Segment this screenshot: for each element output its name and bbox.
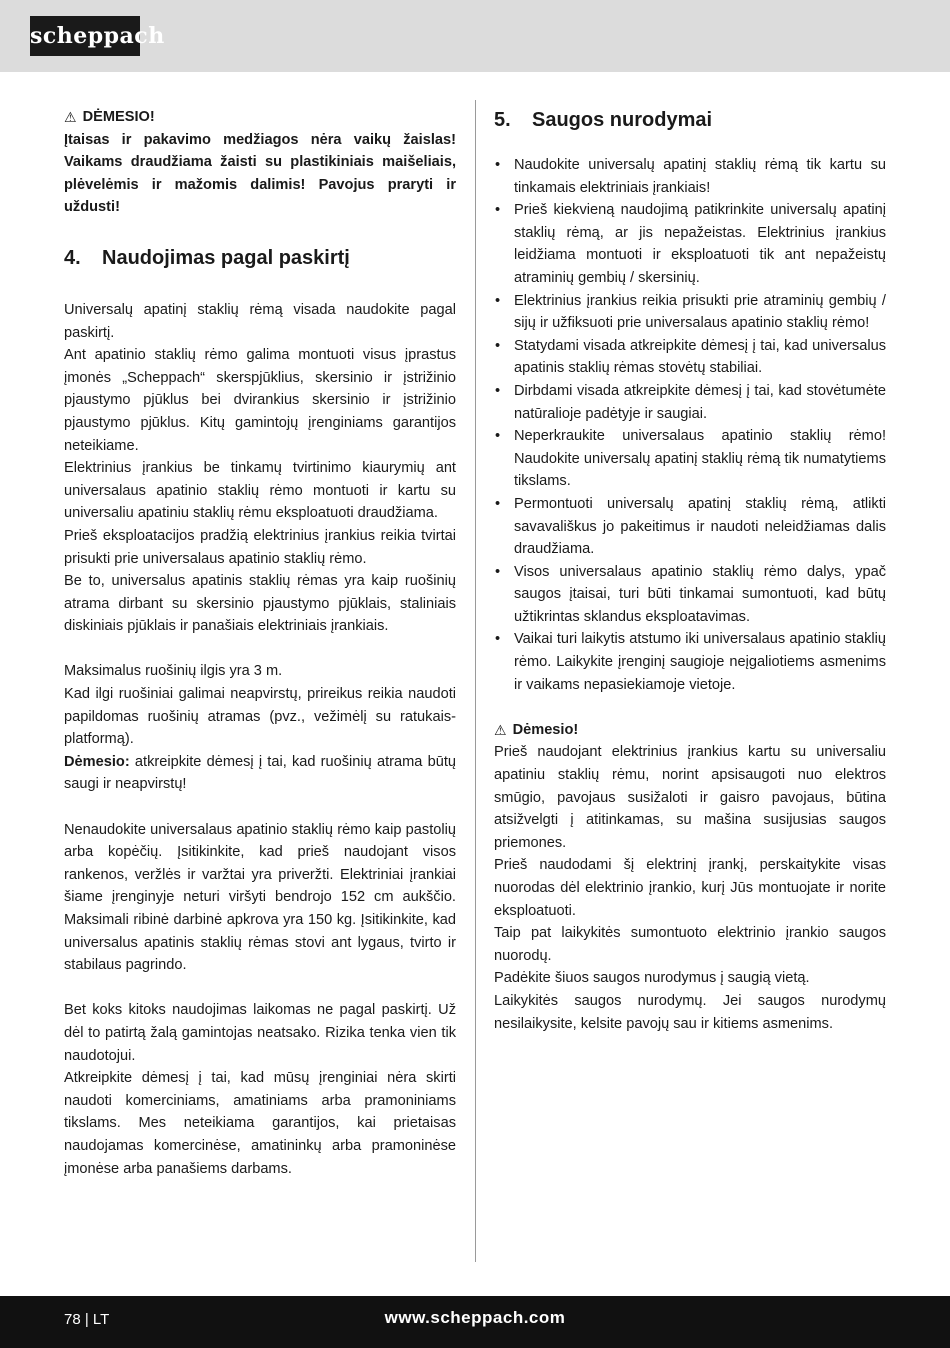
warning-title: Dėmesio!: [512, 721, 579, 738]
paragraph: Prieš eksploatacijos pradžią elektrinius įrankius reikia tvirtai prisukti prie universalaus apatinio staklių rėmo.: [64, 527, 456, 567]
warning-heading: [64, 106, 456, 129]
paragraph: Nenaudokite universalaus apatinio staklių rėmo kaip pastolių arba kopėčių. Įsitikinkite, kad prieš naudojant visos rankenos, veržlės ir varžtai yra priveržti. Elektriniai įrankiai šiame įrenginyje neturi viršyti bendrojo 152 cm aukščio. Maksimali ribinė darbinė apkrova yra 150 kg. Įsitikinkite, kad universalus apatinis staklių rėmas stovi ant lygaus, tvirto ir stabilaus pagrindo.: [64, 821, 456, 974]
list-item: • Elektrinius įrankius reikia prisukti prie atraminių gembių / sijų ir užfiksuoti prie universalaus apatinio staklių rėmo!: [494, 290, 886, 335]
paragraph: [64, 751, 456, 796]
paragraph: Ant apatinio staklių rėmo galima montuoti visus įprastus įmonės „Scheppach“ skerspjūklius, skersinio ir įstrižinio pjaustymo pjūklus bei dvirankius skersinio ir įstrižinio pjaustymo pjūklus. Kitų gamintojų įrenginiams garantijos neteikiame.: [64, 347, 456, 454]
list-item: • Permontuoti universalų apatinį staklių rėmą, atlikti savavališkus jo pakeitimus ir naudoti neleidžiamas dalis draudžiama.: [494, 493, 886, 561]
paragraph: Prieš naudodami šį elektrinį įrankį, perskaitykite visas nuorodas dėl elektrinio įrankio, kurį Jūs montuojate ir norite eksploatuoti.: [494, 857, 886, 919]
page-number: 78 | LT: [64, 1311, 110, 1328]
paragraph: Atkreipkite dėmesį į tai, kad mūsų įrenginiai nėra skirti naudoti komerciniams, amatiniams arba pramoniniams tikslams. Mes neteikiama garantijos, kai prietaisas naudojamas komercinėse, amatininkų arba pramoninėse įmonėse arba panašiems darbams.: [64, 1070, 456, 1177]
paragraph: Maksimalus ruošinių ilgis yra 3 m.: [64, 663, 283, 680]
paragraph: Universalų apatinį staklių rėmą visada naudokite pagal paskirtį.: [64, 301, 456, 341]
paragraph: Bet koks kitoks naudojimas laikomas ne pagal paskirtį. Už dėl to patirtą žalą gamintojas neatsako. Rizika tenka vien tik naudotojui.: [64, 1002, 456, 1064]
safety-list: [494, 154, 886, 696]
section-title: Saugos nurodymai: [532, 109, 713, 131]
list-item: • Statydami visada atkreipkite dėmesį į tai, kad universalus apatinis staklių rėmas stovėtų stabiliai.: [494, 335, 886, 380]
section-title: Naudojimas pagal paskirtį: [102, 246, 350, 269]
attention-label: Dėmesio:: [64, 753, 130, 770]
paragraph: Elektrinius įrankius be tinkamų tvirtinimo kiaurymių ant universalaus apatinio staklių rėmo montuoti ir kartu su universaliu apatiniu staklių rėmu eksploatuoti draudžiama.: [64, 460, 456, 522]
section-number: 4.: [64, 246, 81, 269]
paragraph: Kad ilgi ruošiniai galimai neapvirstų, prireikus reikia naudoti papildomas ruošinių atramas (pvz., vežimėlį su ratukais-platformą).: [64, 686, 456, 748]
warning-text: Įtaisas ir pakavimo medžiagos nėra vaikų žaislas! Vaikams draudžiama žaisti su plastikiniais maišeliais, plėvelėmis ir mažomis dalimis! Pavojus praryti ir uždusti!: [64, 131, 456, 216]
list-item: • Dirbdami visada atkreipkite dėmesį į tai, kad stovėtumėte natūralioje padėtyje ir saugiai.: [494, 380, 886, 425]
list-item: • Neperkraukite universalaus apatinio staklių rėmo! Naudokite universalų apatinį staklių rėmą tik numatytiems tikslams.: [494, 425, 886, 493]
paragraph: Laikykitės saugos nurodymų. Jei saugos nurodymų nesilaikysite, kelsite pavojų sau ir kitiems asmenims.: [494, 992, 886, 1032]
footer-band: [0, 1296, 950, 1348]
list-item: • Vaikai turi laikytis atstumo iki universalaus apatinio staklių rėmo. Laikykite įrenginį saugioje neįgaliotiems asmenims ir vaikams nepasiekiamoje vietoje.: [494, 628, 886, 696]
warning-triangle-icon: ⚠: [64, 109, 77, 125]
paragraph: Prieš naudojant elektrinius įrankius kartu su universaliu apatiniu staklių rėmu, norint apsisaugoti nuo elektros smūgio, pavojaus susižaloti ir gaisro pavojaus, būtina atsižvelgti į atitinkamas, su mašina susijusias saugos priemones.: [494, 744, 886, 851]
section-number: 5.: [494, 109, 511, 131]
paragraph: Padėkite šiuos saugos nurodymus į saugią vietą.: [494, 970, 810, 987]
warning-heading: [494, 719, 886, 742]
section-heading: [494, 106, 886, 134]
list-item: • Naudokite universalų apatinį staklių rėmą tik kartu su tinkamais elektriniais įrankiais!: [494, 154, 886, 199]
warning-title: DĖMESIO!: [82, 109, 155, 125]
paragraph: Taip pat laikykitės sumontuoto elektrinio įrankio saugos nuorodų.: [494, 925, 886, 964]
left-column: [64, 106, 456, 1180]
list-item: • Visos universalaus apatinio staklių rėmo dalys, ypač saugos įtaisai, turi būti tinkamai sumontuoti, kad būtų užtikrintas sklandus eksploatavimas.: [494, 561, 886, 629]
website-link[interactable]: www.scheppach.com: [384, 1308, 566, 1327]
column-divider: [475, 100, 476, 1262]
list-item: • Prieš kiekvieną naudojimą patikrinkite universalų apatinį staklių rėmą, ar jis nepažeistas. Elektrinius įrankius leidžiama montuoti ir eksploatuoti tik ant nepažeistų atraminių gembių / skersinių.: [494, 199, 886, 289]
section-heading: [64, 244, 456, 272]
header-band: [0, 0, 950, 72]
warning-triangle-icon: ⚠: [494, 721, 507, 738]
paragraph: Be to, universalus apatinis staklių rėmas yra kaip ruošinių atrama dirbant su skersinio pjaustymo pjūklais, staliniais diskiniais pjūklais ir panašiais elektriniais įrankiais.: [64, 573, 456, 635]
attention-text: atkreipkite dėmesį į tai, kad ruošinių atrama būtų saugi ir neapvirstų!: [64, 753, 456, 793]
right-column: [494, 106, 886, 1035]
scheppach-logo: scheppach: [30, 16, 140, 56]
